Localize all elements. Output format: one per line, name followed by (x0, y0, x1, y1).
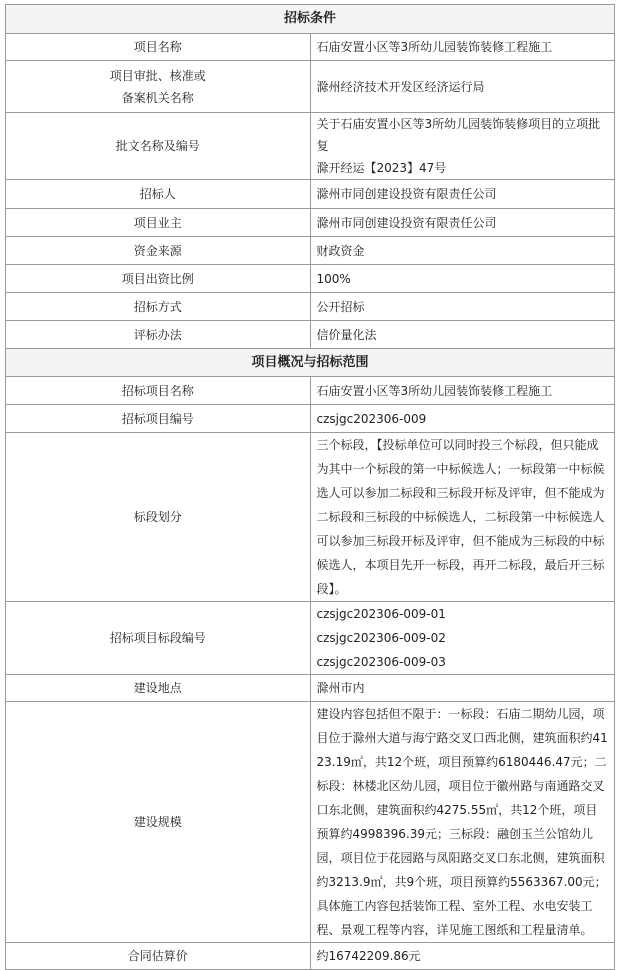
row-value: 滁州市内 (310, 675, 615, 702)
row-value: 滁州市同创建设投资有限责任公司 (310, 209, 615, 237)
table-row (6, 943, 615, 970)
row-label: 建设地点 (6, 675, 311, 702)
row-value: 约16742209.86元 (310, 943, 615, 970)
section-title: 招标条件 (6, 5, 615, 34)
row-label: 资金来源 (6, 237, 311, 265)
table-row (6, 113, 615, 180)
row-value: 滁州市同创建设投资有限责任公司 (310, 180, 615, 209)
row-label: 项目名称 (6, 34, 311, 61)
row-label: 合同估算价 (6, 943, 311, 970)
row-label: 项目业主 (6, 209, 311, 237)
section-title: 项目概况与招标范围 (6, 349, 615, 377)
lot-code: czsjgc202306-009-01 (316, 607, 446, 621)
row-label: 项目审批、核准或 备案机关名称 (6, 61, 311, 113)
row-value (310, 602, 615, 675)
table-row (6, 180, 615, 209)
table-row (6, 34, 615, 61)
row-label: 招标项目编号 (6, 405, 311, 433)
row-value: 三个标段，【投标单位可以同时投三个标段，但只能成为其中一个标段的第一中标候选人；一标段第一中标候选人可以参加二标段和三标段开标及评审，但不能成为二标段和三标段的中标候选人，二标段第一中标候选人可以参加三标段开标及评审，但不能成为三标段的中标候选人，本项目先开一标段，再开二标段，最后开三标段】。 (310, 433, 615, 602)
row-value: 石庙安置小区等3所幼儿园装饰装修工程施工 (310, 377, 615, 405)
table-row (6, 602, 615, 675)
row-value: 滁州经济技术开发区经济运行局 (310, 61, 615, 113)
table-row (6, 265, 615, 293)
row-value: 信价量化法 (310, 321, 615, 349)
table-row (6, 377, 615, 405)
tender-info-table (5, 4, 615, 970)
row-label: 招标项目名称 (6, 377, 311, 405)
table-row (6, 237, 615, 265)
table-row (6, 209, 615, 237)
row-value: 财政资金 (310, 237, 615, 265)
row-label: 标段划分 (6, 433, 311, 602)
row-label: 招标方式 (6, 293, 311, 321)
row-value: czsjgc202306-009 (310, 405, 615, 433)
row-value: 建设内容包括但不限于：一标段：石庙二期幼儿园，项目位于滁州大道与海宁路交叉口西北侧，建筑面积约4123.19㎡，共12个班，项目预算约6180446.47元；二标段：林楼北区幼儿园，项目位于徽州路与南通路交叉口东北侧，建筑面积约4275.55㎡，共12个班，项目预算约4998396.39元；三标段：融创玉兰公馆幼儿园，项目位于花园路与凤阳路交叉口东北侧，建筑面积约3213.9㎡，共9个班，项目预算约5563367.00元；具体施工内容包括装饰工程、室外工程、水电安装工程、景观工程等内容，详见施工图纸和工程量清单。 (310, 702, 615, 943)
row-label: 招标人 (6, 180, 311, 209)
row-label: 批文名称及编号 (6, 113, 311, 180)
row-label: 建设规模 (6, 702, 311, 943)
section-header-overview (6, 349, 615, 377)
row-value: 石庙安置小区等3所幼儿园装饰装修工程施工 (310, 34, 615, 61)
row-label: 评标办法 (6, 321, 311, 349)
row-value: 公开招标 (310, 293, 615, 321)
table-row (6, 293, 615, 321)
row-value: 100% (310, 265, 615, 293)
table-row (6, 61, 615, 113)
lot-code: czsjgc202306-009-02 (316, 631, 446, 645)
row-label: 项目出资比例 (6, 265, 311, 293)
row-label: 招标项目标段编号 (6, 602, 311, 675)
lot-code: czsjgc202306-009-03 (316, 655, 446, 669)
table-row (6, 433, 615, 602)
section-header-conditions (6, 5, 615, 34)
table-row (6, 321, 615, 349)
table-row (6, 405, 615, 433)
row-value: 关于石庙安置小区等3所幼儿园装饰装修项目的立项批复 滁开经运【2023】47号 (310, 113, 615, 180)
table-row (6, 675, 615, 702)
table-row (6, 702, 615, 943)
